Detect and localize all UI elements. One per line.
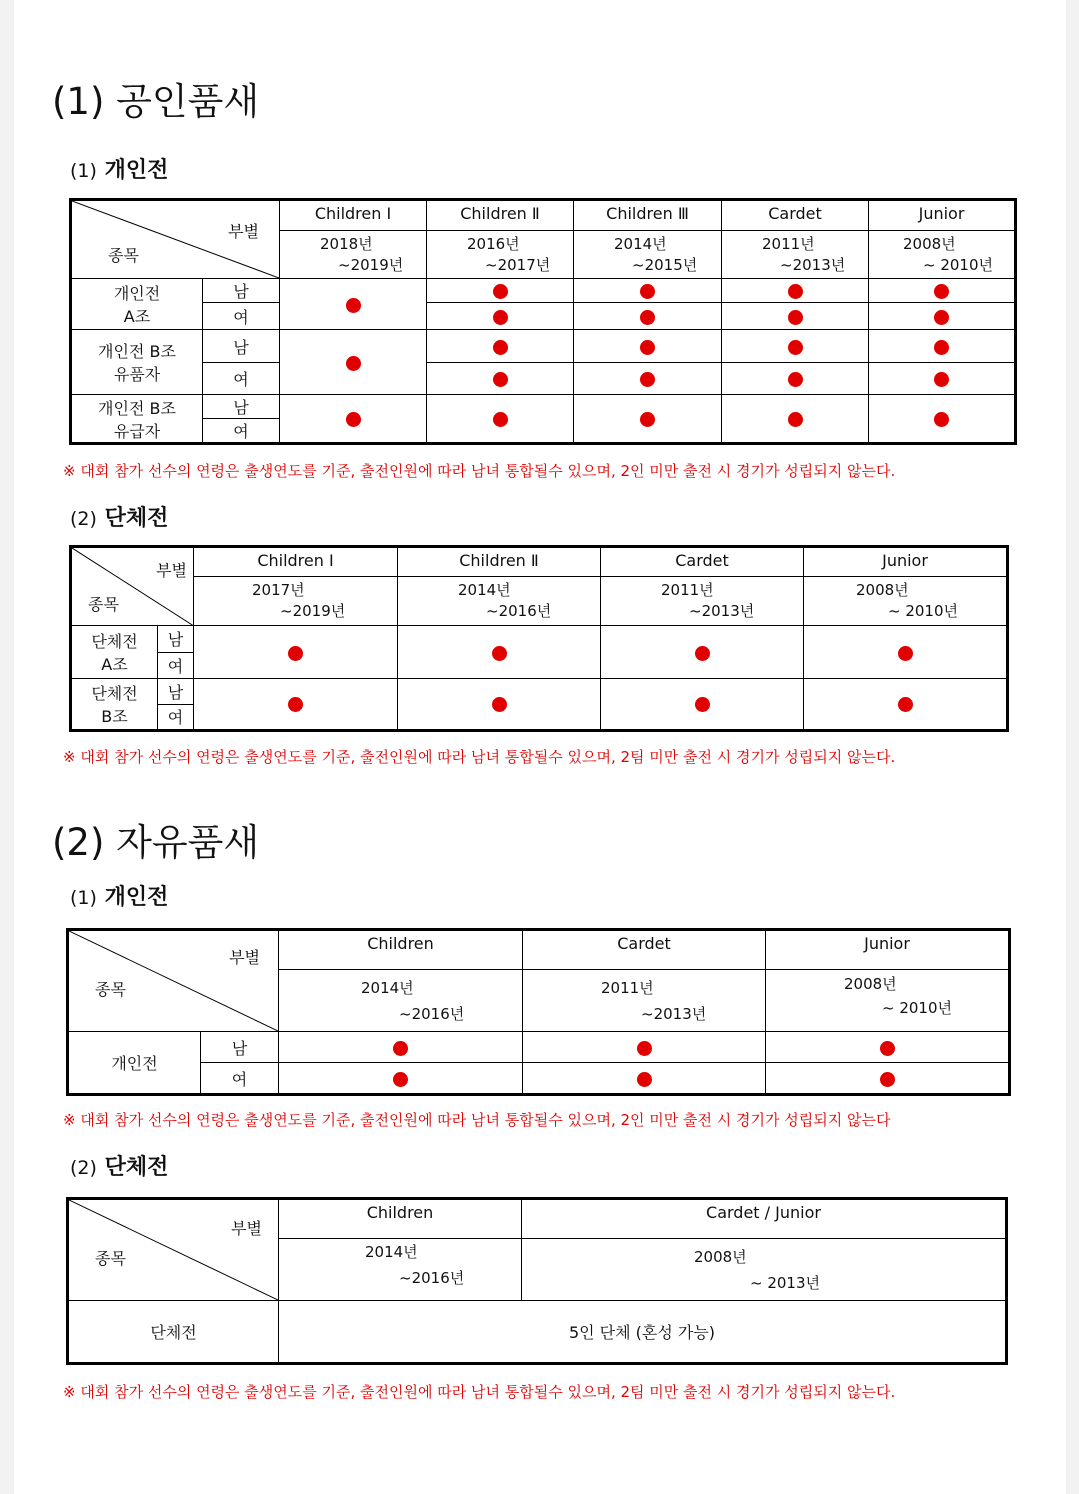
entry-cell [722, 330, 869, 363]
subsection-number: (2) [70, 1157, 97, 1179]
entry-dot [637, 1041, 652, 1056]
entry-cell [804, 626, 1008, 678]
section-title-2: (2) 자유품새 [52, 821, 260, 864]
table-s1-individual [69, 198, 1017, 445]
entry-cell [869, 303, 1016, 330]
entry-dot [788, 372, 803, 387]
entry-cell [722, 279, 869, 303]
col-header: Children Ⅱ [427, 200, 574, 231]
year-range: 2008년 ~ 2010년 [766, 970, 1010, 1032]
gender-female: 여 [158, 652, 194, 678]
entry-dot [637, 1072, 652, 1087]
entry-dot [934, 310, 949, 325]
row-label: 개인전 [68, 1032, 201, 1095]
year-range: 2014년 ~2016년 [279, 1239, 522, 1301]
entry-cell [280, 330, 427, 395]
entry-cell [280, 279, 427, 330]
corner-top-label: 부별 [231, 1219, 262, 1238]
entry-dot [288, 646, 303, 661]
year-range: 2008년 ~ 2010년 [804, 577, 1008, 626]
year-range: 2017년 ~2019년 [194, 577, 398, 626]
entry-dot [493, 412, 508, 427]
subsection-label: 개인전 [104, 885, 169, 910]
subsection-label: 개인전 [104, 158, 169, 183]
col-header: Junior [804, 547, 1008, 577]
entry-dot [393, 1041, 408, 1056]
entry-cell [279, 1032, 523, 1063]
entry-dot [493, 284, 508, 299]
gender-female: 여 [203, 303, 280, 330]
col-header: Children Ⅰ [280, 200, 427, 231]
row-label: 개인전 A조 [71, 279, 203, 330]
entry-cell [427, 395, 574, 444]
year-range: 2011년 ~2013년 [523, 970, 766, 1032]
entry-dot [393, 1072, 408, 1087]
row-label: 단체전 [68, 1301, 279, 1364]
col-header: Cardet [722, 200, 869, 231]
subsection-number: (1) [70, 160, 97, 182]
entry-dot [492, 646, 507, 661]
entry-cell [427, 330, 574, 363]
entry-dot [695, 646, 710, 661]
entry-dot [788, 412, 803, 427]
entry-cell [279, 1063, 523, 1095]
subsection-heading-team [70, 506, 168, 532]
entry-dot [788, 340, 803, 355]
col-header: Children Ⅱ [398, 547, 601, 577]
entry-cell [427, 303, 574, 330]
team-entry-description: 5인 단체 (혼성 가능) [279, 1301, 1007, 1364]
gender-male: 남 [203, 330, 280, 363]
year-range: 2016년 ~2017년 [427, 231, 574, 279]
col-header: Cardet [601, 547, 804, 577]
subsection-label: 단체전 [104, 1155, 169, 1180]
gender-male: 남 [201, 1032, 279, 1063]
entry-cell [194, 678, 398, 730]
entry-dot [695, 697, 710, 712]
entry-cell [523, 1063, 766, 1095]
year-range: 2008년 ~ 2010년 [869, 231, 1016, 279]
entry-cell [574, 330, 722, 363]
col-header: Junior [766, 930, 1010, 970]
entry-dot [934, 412, 949, 427]
col-header: Cardet [523, 930, 766, 970]
table-s2-individual [66, 928, 1011, 1096]
col-header: Children [279, 930, 523, 970]
entry-cell [574, 395, 722, 444]
entry-dot [640, 340, 655, 355]
entry-dot [880, 1041, 895, 1056]
corner-bottom-label: 종목 [95, 980, 126, 999]
entry-cell [280, 395, 427, 444]
row-label: 개인전 B조 유품자 [71, 330, 203, 395]
gender-male: 남 [203, 279, 280, 303]
entry-dot [898, 697, 913, 712]
col-header: Children Ⅰ [194, 547, 398, 577]
entry-cell [194, 626, 398, 678]
corner-header [71, 547, 194, 626]
entry-cell [722, 303, 869, 330]
entry-cell [766, 1063, 1010, 1095]
section-title-1: (1) 공인품새 [52, 80, 260, 123]
entry-cell [804, 678, 1008, 730]
entry-dot [346, 412, 361, 427]
entry-dot [934, 372, 949, 387]
gender-female: 여 [203, 419, 280, 444]
entry-cell [869, 395, 1016, 444]
col-header: Children [279, 1199, 522, 1239]
corner-header [68, 930, 279, 1032]
col-header: Children Ⅲ [574, 200, 722, 231]
entry-cell [398, 678, 601, 730]
col-header: Junior [869, 200, 1016, 231]
year-range: 2014년 ~2015년 [574, 231, 722, 279]
row-label: 개인전 B조 유급자 [71, 395, 203, 444]
entry-cell [427, 279, 574, 303]
entry-dot [788, 284, 803, 299]
entry-dot [788, 310, 803, 325]
entry-cell [601, 678, 804, 730]
entry-cell [574, 363, 722, 395]
entry-dot [934, 284, 949, 299]
entry-dot [640, 412, 655, 427]
year-range: 2008년 ~ 2013년 [522, 1239, 1007, 1301]
corner-bottom-label: 종목 [108, 246, 139, 265]
col-header: Cardet / Junior [522, 1199, 1007, 1239]
year-range: 2018년 ~2019년 [280, 231, 427, 279]
year-range: 2011년 ~2013년 [722, 231, 869, 279]
subsection-number: (1) [70, 887, 97, 909]
subsection-label: 단체전 [104, 506, 169, 531]
entry-dot [898, 646, 913, 661]
entry-cell [722, 395, 869, 444]
subsection-heading-team [70, 1155, 168, 1181]
note-s2-individual: ※ 대회 참가 선수의 연령은 출생연도를 기준, 출전인원에 따라 남녀 통합될수 있으며, 2인 미만 출전 시 경기가 성립되지 않는다 [63, 1111, 891, 1129]
gender-male: 남 [203, 395, 280, 419]
entry-dot [640, 372, 655, 387]
entry-cell [601, 626, 804, 678]
corner-bottom-label: 종목 [95, 1249, 126, 1268]
entry-dot [288, 697, 303, 712]
entry-dot [493, 310, 508, 325]
gender-female: 여 [203, 363, 280, 395]
year-range: 2014년 ~2016년 [398, 577, 601, 626]
note-s2-team: ※ 대회 참가 선수의 연령은 출생연도를 기준, 출전인원에 따라 남녀 통합될수 있으며, 2팀 미만 출전 시 경기가 성립되지 않는다. [63, 1383, 896, 1401]
table-s1-team [69, 545, 1009, 732]
gender-male: 남 [158, 626, 194, 652]
entry-dot [346, 298, 361, 313]
entry-dot [493, 340, 508, 355]
year-range: 2014년 ~2016년 [279, 970, 523, 1032]
entry-dot [346, 356, 361, 371]
entry-cell [523, 1032, 766, 1063]
year-range: 2011년 ~2013년 [601, 577, 804, 626]
subsection-number: (2) [70, 508, 97, 530]
entry-dot [880, 1072, 895, 1087]
corner-bottom-label: 종목 [88, 595, 119, 615]
entry-dot [640, 310, 655, 325]
corner-header [68, 1199, 279, 1301]
entry-cell [766, 1032, 1010, 1063]
row-label: 단체전 A조 [71, 626, 158, 678]
entry-cell [869, 330, 1016, 363]
entry-cell [869, 279, 1016, 303]
entry-dot [640, 284, 655, 299]
entry-dot [492, 697, 507, 712]
entry-cell [869, 363, 1016, 395]
entry-cell [722, 363, 869, 395]
corner-header [71, 200, 280, 279]
gender-male: 남 [158, 678, 194, 704]
table-s2-team [66, 1197, 1008, 1365]
entry-cell [574, 279, 722, 303]
row-label: 단체전 B조 [71, 678, 158, 730]
entry-cell [398, 626, 601, 678]
note-s1-team: ※ 대회 참가 선수의 연령은 출생연도를 기준, 출전인원에 따라 남녀 통합될수 있으며, 2팀 미만 출전 시 경기가 성립되지 않는다. [63, 748, 896, 766]
entry-cell [427, 363, 574, 395]
corner-top-label: 부별 [229, 948, 260, 967]
note-s1-individual: ※ 대회 참가 선수의 연령은 출생연도를 기준, 출전인원에 따라 남녀 통합될수 있으며, 2인 미만 출전 시 경기가 성립되지 않는다. [63, 462, 896, 480]
entry-dot [493, 372, 508, 387]
subsection-heading-individual [70, 158, 168, 184]
gender-female: 여 [158, 704, 194, 730]
entry-cell [574, 303, 722, 330]
corner-top-label: 부별 [228, 222, 259, 241]
entry-dot [934, 340, 949, 355]
corner-top-label: 부별 [156, 561, 187, 580]
subsection-heading-individual [70, 885, 168, 911]
gender-female: 여 [201, 1063, 279, 1095]
